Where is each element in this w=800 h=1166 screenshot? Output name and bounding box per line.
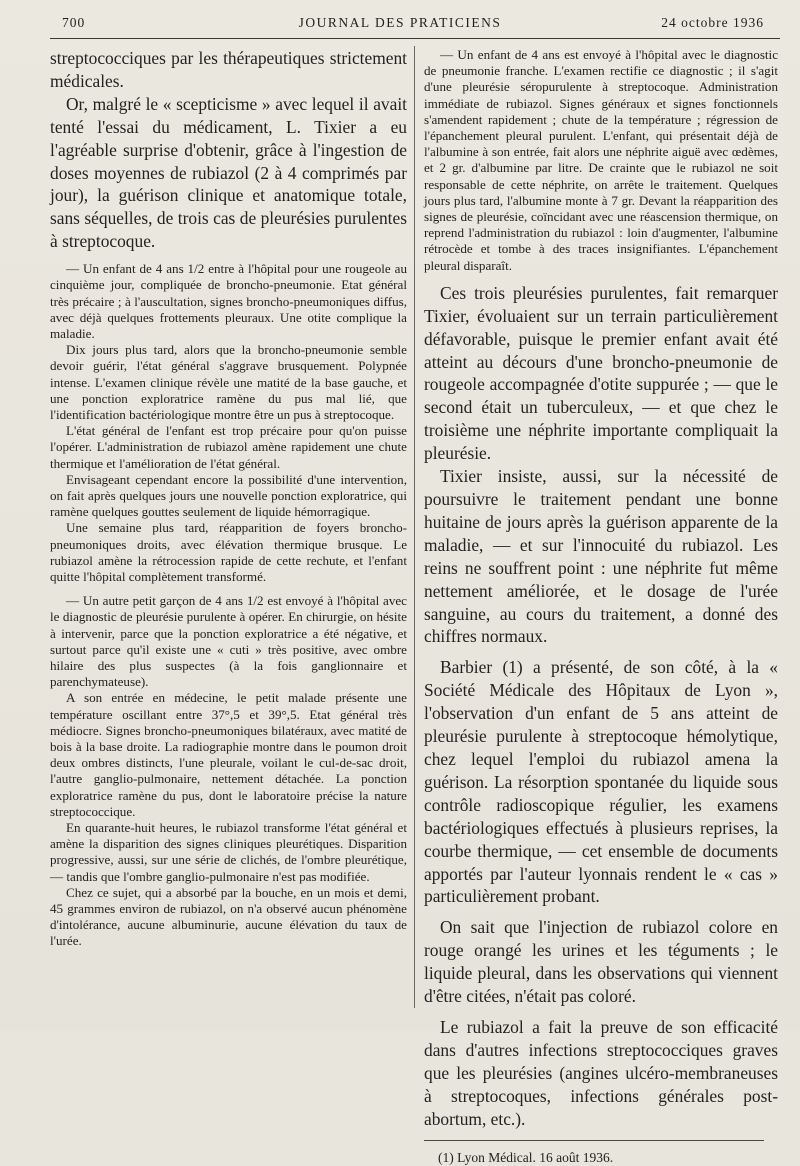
footnote: (1) Lyon Médical. 16 août 1936. — [438, 1150, 614, 1166]
left-case-1-paragraph: — Un enfant de 4 ans 1/2 entre à l'hôpital pour une rougeole au cinquième jour, compliquée de broncho-pneumonie. Etat général très précaire ; à l'auscultation, signes broncho-pneumoniques diffus, avec déjà quelques frottements pleuraux. Une otite complique la maladie. — [50, 261, 407, 341]
footnote-rule — [424, 1140, 764, 1141]
left-column — [50, 47, 407, 950]
left-case-2-paragraph: — Un autre petit garçon de 4 ans 1/2 est envoyé à l'hôpital avec le diagnostic de pleurésie purulente à opérer. En chirurgie, on hésite à intervenir, parce que la ponction exploratrice a été négative, et surtout parce qu'il existe une « cuti » très positive, avec ombre hilaire des plus suspectes (à la fois ganglionnaire et parenchymateuse). — [50, 593, 407, 690]
left-paragraph-1: streptococciques par les thérapeutiques strictement médicales. — [50, 48, 407, 91]
left-paragraph-5: L'état général de l'enfant est trop précaire pour qu'on puisse l'opérer. L'administration de rubiazol amène rapidement une chute thermique et l'amélioration de l'état général. — [50, 423, 407, 471]
left-paragraph-7: Une semaine plus tard, réapparition de foyers broncho-pneumoniques droits, avec élévation thermique brusque. Le rubiazol amène la rétrocession rapide de cette rechute, et l'enfant quitte l'hôpital complètement transformé. — [50, 520, 407, 585]
right-paragraph-3: Tixier insiste, aussi, sur la nécessité de poursuivre le traitement pendant une bonne huitaine de jours après la guérison apparente de la maladie, — et sur l'innocuité du rubiazol. Les reins ne souffrent point : une néphrite fut même nettement améliorée, et le dosage de l'urée sanguine, au cours du traitement, a donné des chiffres normaux. — [424, 466, 778, 647]
right-case-3-paragraph: — Un enfant de 4 ans est envoyé à l'hôpital avec le diagnostic de pneumonie franche. L'examen rectifie ce diagnostic ; il s'agit d'une pleurésie séropurulente à streptocoque. Administration immédiate de rubiazol. Signes généraux et signes fonctionnels s'amendent rapidement ; chute de la température ; régression de l'épanchement pleural purulent. L'enfant, qui présentait déjà de l'albumine à son entrée, fait alors une néphrite aiguë avec œdèmes, et 2 gr. d'albumine par litre. De crainte que le rubiazol ne soit responsable de cette néphrite, on arrête le traitement. Quelques jours plus tard, l'albumine monte à 7 gr. Devant la réapparition des signes de pleurésie, coïncidant avec une réascension thermique, on reprend l'administration du rubiazol : loin d'augmenter, l'albumine rétrocède et tombe à des traces insignifiantes. L'épanchement pleural disparaît. — [424, 47, 778, 273]
right-paragraph-6: Le rubiazol a fait la preuve de son efficacité dans d'autres infections streptococciques graves que les pleurésies (angines ulcéro-membraneuses à streptocoques, infections générales post-abortum, etc.). — [424, 1016, 778, 1129]
issue-date: 24 octobre 1936 — [661, 15, 764, 30]
left-paragraph-4: Dix jours plus tard, alors que la broncho-pneumonie semble devoir guérir, l'état général s'aggrave brusquement. Polypnée intense. L'examen clinique révèle une matité de la base gauche, et une ponction exploratrice ramène du pus mal lié, que l'identification bactériologique montre être un pus à streptocoque. — [50, 342, 407, 422]
journal-title: JOURNAL DES PRATICIENS — [298, 15, 502, 30]
left-paragraph-10: En quarante-huit heures, le rubiazol transforme l'état général et amène la disparition des signes cliniques pleurétiques. Disparition progressive, aussi, sur une série de clichés, de l'ombre pleurétique, — tandis que l'ombre ganglio-pulmonaire n'est pas modifiée. — [50, 820, 407, 884]
right-paragraph-5: On sait que l'injection de rubiazol colore en rouge orangé les urines et les téguments ; le liquide pleural, dans les observations qui viennent d'être citées, n'était pas coloré. — [424, 917, 778, 1007]
right-column — [424, 47, 778, 1166]
right-paragraph-4: Barbier (1) a présenté, de son côté, à la « Société Médicale des Hôpitaux de Lyon », l'observation d'un enfant de 5 ans atteint de pleurésie purulente à streptocoque hémolytique, chez lequel l'emploi du rubiazol amena la guérison. La résorption spontanée du liquide sous contrôle radioscopique régulier, les examens bactériologiques effectués à plusieurs reprises, la courbe thermique, — cet ensemble de documents apportés par l'auteur lyonnais rendent le « cas » particulièrement probant. — [424, 657, 778, 907]
running-header — [0, 12, 800, 32]
column-divider — [414, 46, 415, 1008]
right-paragraph-2: Ces trois pleurésies purulentes, fait remarquer Tixier, évoluaient sur un terrain particulièrement défavorable, puisque le premier enfant avait été atteint au décours d'une broncho-pneumonie de rougeole accompagnée d'otite suppurée ; — que le second était un tuberculeux, — et que chez le troisième une néphrite importante compliquait la pleurésie. — [424, 282, 778, 464]
left-paragraph-6: Envisageant cependant encore la possibilité d'une intervention, on fait après quelques jours une nouvelle ponction exploratrice, qui ramène quelques gouttes seulement de liquide hémorragique. — [50, 471, 407, 520]
header-rule — [50, 38, 780, 39]
left-paragraph-9: A son entrée en médecine, le petit malade présente une température oscillant entre 37°,5 et 39°,5. Etat général très médiocre. Signes broncho-pneumoniques bilatéraux, avec matité de bois à la base droite. La radiographie montre dans le poumon droit deux ombres distincts, l'une pleurale, voilant le cul-de-sac droit, l'autre ganglio-pulmonaire, nettement détachée. La ponction exploratrice ramène du pus, dont le laboratoire précise la nature streptococcique. — [50, 690, 407, 819]
left-paragraph-11: Chez ce sujet, qui a absorbé par la bouche, en un mois et demi, 45 grammes environ de rubiazol, on n'a observé aucun phénomène d'intolérance, aucune albuminurie, aucune élévation du taux de l'urée. — [50, 884, 407, 949]
page-number: 700 — [62, 15, 86, 30]
left-paragraph-2: Or, malgré le « scepticisme » avec lequel il avait tenté l'essai du médicament, L. Tixier a eu l'agréable surprise d'obtenir, grâce à l'ingestion de doses moyennes de rubiazol (2 à 4 comprimés par jour), la guérison clinique et anatomique totale, sans séquelles, de trois cas de pleurésies purulentes à streptocoque. — [50, 93, 407, 252]
